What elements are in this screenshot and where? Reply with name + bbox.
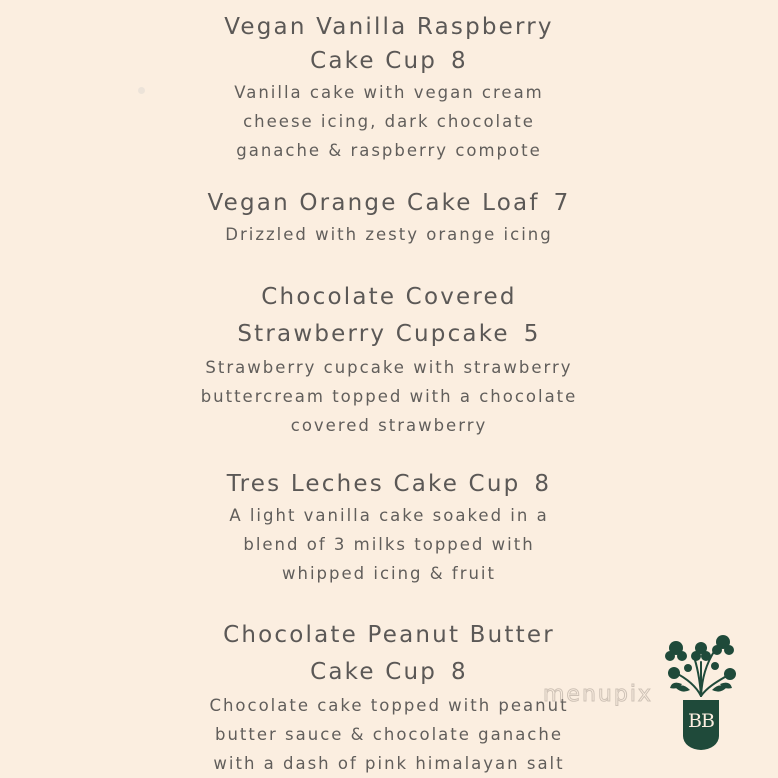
decorative-dot: [138, 87, 145, 94]
menu-item-description-line: Vanilla cake with vegan cream: [234, 83, 544, 102]
menu-item-title-line: Tres Leches Cake Cup: [226, 471, 521, 497]
menu-item-title-line: Chocolate Covered: [261, 284, 517, 310]
watermark: menupix: [543, 682, 653, 707]
menu-item-description-line: cheese icing, dark chocolate: [243, 112, 535, 131]
menu-item-description-line: Drizzled with zesty orange icing: [225, 225, 553, 244]
menu-item-description-line: with a dash of pink himalayan salt: [213, 754, 565, 773]
menu-item-description: [0, 220, 778, 249]
menu-item: [0, 279, 778, 440]
menu-item-description: [0, 78, 778, 165]
menu-item-description-line: Strawberry cupcake with strawberry: [205, 358, 573, 377]
menu-item-price: 5: [523, 321, 541, 347]
menu-item: [0, 10, 778, 165]
menu-item-title-line: Cake Cup: [310, 659, 438, 685]
menu-item-title: [0, 10, 778, 78]
menu-item-description-line: buttercream topped with a chocolate: [200, 387, 578, 406]
menu-item-description-line: A light vanilla cake soaked in a: [229, 506, 549, 525]
menu-item-description: [0, 353, 778, 440]
menu-item-title-line: Cake Cup: [310, 48, 438, 74]
menu-item-price: 7: [553, 190, 571, 216]
menu-item: [0, 186, 778, 249]
menu-item-description-line: butter sauce & chocolate ganache: [215, 725, 563, 744]
logo-monogram: BB: [688, 710, 714, 732]
menu-item-description-line: ganache & raspberry compote: [236, 141, 542, 160]
menu-item-description: [0, 501, 778, 588]
menu-item-price: 8: [534, 471, 552, 497]
menu-item-title: [0, 467, 778, 501]
menu-item-price: 8: [451, 659, 468, 685]
menu-item-description-line: covered strawberry: [290, 416, 488, 435]
menu-item-title: [0, 279, 778, 353]
menu-item-price: 8: [451, 48, 468, 74]
menu-item-title-line: Vegan Orange Cake Loaf: [207, 190, 540, 216]
menu-item-title-line: Vegan Vanilla Raspberry: [224, 14, 554, 40]
menu-item-description-line: Chocolate cake topped with peanut: [209, 696, 569, 715]
menu-item-title-line: Strawberry Cupcake: [237, 321, 510, 347]
menu-item-description-line: whipped icing & fruit: [282, 564, 496, 583]
menu-item: [0, 467, 778, 588]
brand-logo: [660, 626, 742, 750]
menu-item-title: [0, 186, 778, 220]
menu-item-title-line: Chocolate Peanut Butter: [223, 622, 555, 648]
menu-item-description-line: blend of 3 milks topped with: [243, 535, 535, 554]
